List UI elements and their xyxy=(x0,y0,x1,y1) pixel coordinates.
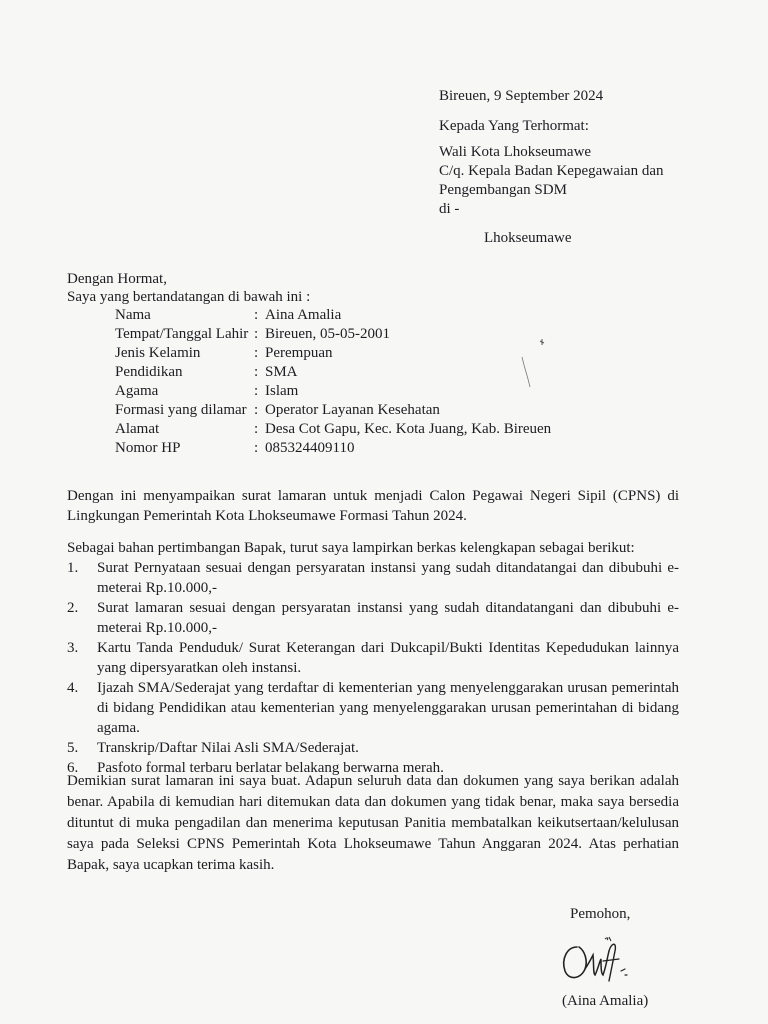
identity-row xyxy=(115,325,575,344)
list-item xyxy=(67,738,679,758)
identity-separator: : xyxy=(254,421,259,437)
identity-separator: : xyxy=(254,383,259,399)
identity-separator: : xyxy=(254,364,259,380)
identity-row xyxy=(115,420,575,439)
identity-separator: : xyxy=(254,402,259,418)
list-item xyxy=(67,638,679,678)
scan-speck-mark xyxy=(510,335,550,395)
list-item-text: Pasfoto formal terbaru berlatar belakang berwarna merah. xyxy=(97,760,444,776)
signature-icon xyxy=(555,925,645,995)
identity-row xyxy=(115,439,575,458)
greeting: Dengan Hormat, xyxy=(67,271,167,287)
identity-label: Formasi yang dilamar xyxy=(115,402,247,418)
identity-label: Agama xyxy=(115,383,159,399)
signer-name: (Aina Amalia) xyxy=(562,993,649,1009)
list-item-text: Surat Pernyataan sesuai dengan persyaratan instansi yang sudah ditandatangai dan dibubuhi e-meterai Rp.10.000,- xyxy=(97,560,679,596)
list-item-text: Kartu Tanda Penduduk/ Surat Keterangan dari Dukcapil/Bukti Identitas Kepedudukan lainnya yang dipersyaratkan oleh instansi. xyxy=(97,640,679,676)
identity-value: Operator Layanan Kesehatan xyxy=(265,402,440,418)
identity-label: Tempat/Tanggal Lahir xyxy=(115,326,249,342)
identity-value: SMA xyxy=(265,364,298,380)
identity-label: Alamat xyxy=(115,421,160,437)
identity-block xyxy=(115,306,575,458)
identity-row xyxy=(115,306,575,325)
list-item-text: Surat lamaran sesuai dengan persyaratan instansi yang sudah ditandatangani dan dibubuhi e-meterai Rp.10.000,- xyxy=(97,600,679,636)
identity-separator: : xyxy=(254,326,259,342)
identity-row xyxy=(115,401,575,420)
identity-value: Aina Amalia xyxy=(265,307,342,323)
identity-separator: : xyxy=(254,440,259,456)
identity-separator: : xyxy=(254,307,259,323)
identity-label: Jenis Kelamin xyxy=(115,345,201,361)
identity-value: Perempuan xyxy=(265,345,333,361)
list-item xyxy=(67,558,679,598)
paragraph-closing: Demikian surat lamaran ini saya buat. Adapun seluruh data dan dokumen yang saya berikan adalah benar. Apabila di kemudian hari ditemukan data dan dokumen yang tidak benar, maka saya bersedia dituntut di muka pengadilan dan menerima keputusan Panitia membatalkan keikutsertaan/kelulusan saya pada Seleksi CPNS Pemerintah Kota Lhokseumawe Tahun Anggaran 2024. Atas perhatian Bapak, saya ucapkan terima kasih. xyxy=(67,773,679,873)
paragraph-application: Dengan ini menyampaikan surat lamaran untuk menjadi Calon Pegawai Negeri Sipil (CPNS) di Lingkungan Pemerintah Kota Lhokseumawe Formasi Tahun 2024. xyxy=(67,488,679,524)
list-item xyxy=(67,598,679,638)
identity-row xyxy=(115,382,575,401)
intro-line: Saya yang bertandatangan di bawah ini : xyxy=(67,289,311,305)
identity-row xyxy=(115,363,575,382)
date-line: Bireuen, 9 September 2024 xyxy=(439,88,604,104)
recipient-city: Lhokseumawe xyxy=(484,230,572,246)
identity-value: Bireuen, 05-05-2001 xyxy=(265,326,390,342)
list-item xyxy=(67,678,679,738)
attachments-intro: Sebagai bahan pertimbangan Bapak, turut saya lampirkan berkas kelengkapan sebagai berikut: xyxy=(67,540,635,556)
sign-off: Pemohon, xyxy=(570,906,631,922)
attachments-list xyxy=(67,558,679,778)
identity-label: Nomor HP xyxy=(115,440,181,456)
identity-label: Pendidikan xyxy=(115,364,183,380)
recipient-line-2: C/q. Kepala Badan Kepegawaian dan xyxy=(439,163,664,179)
list-item-number: 6. xyxy=(67,760,79,776)
list-item-number: 4. xyxy=(67,680,79,696)
list-item-number: 3. xyxy=(67,640,79,656)
list-item-number: 1. xyxy=(67,560,79,576)
list-item-text: Ijazah SMA/Sederajat yang terdaftar di kementerian yang menyelenggarakan urusan pemerintah di bidang Pendidikan atau kementerian yang menyelenggarakan urusan pemerintahan di bidang agama. xyxy=(97,680,679,736)
identity-value: Desa Cot Gapu, Kec. Kota Juang, Kab. Bireuen xyxy=(265,421,552,437)
identity-separator: : xyxy=(254,345,259,361)
list-item-number: 5. xyxy=(67,740,79,756)
recipient-line-4: di - xyxy=(439,201,460,217)
recipient-salutation: Kepada Yang Terhormat: xyxy=(439,118,589,134)
list-item-text: Transkrip/Daftar Nilai Asli SMA/Sederajat. xyxy=(97,740,359,756)
identity-value: Islam xyxy=(265,383,299,399)
recipient-line-3: Pengembangan SDM xyxy=(439,182,567,198)
identity-label: Nama xyxy=(115,307,151,323)
identity-row xyxy=(115,344,575,363)
identity-value: 085324409110 xyxy=(265,440,355,456)
list-item-number: 2. xyxy=(67,600,79,616)
recipient-line-1: Wali Kota Lhokseumawe xyxy=(439,144,592,160)
